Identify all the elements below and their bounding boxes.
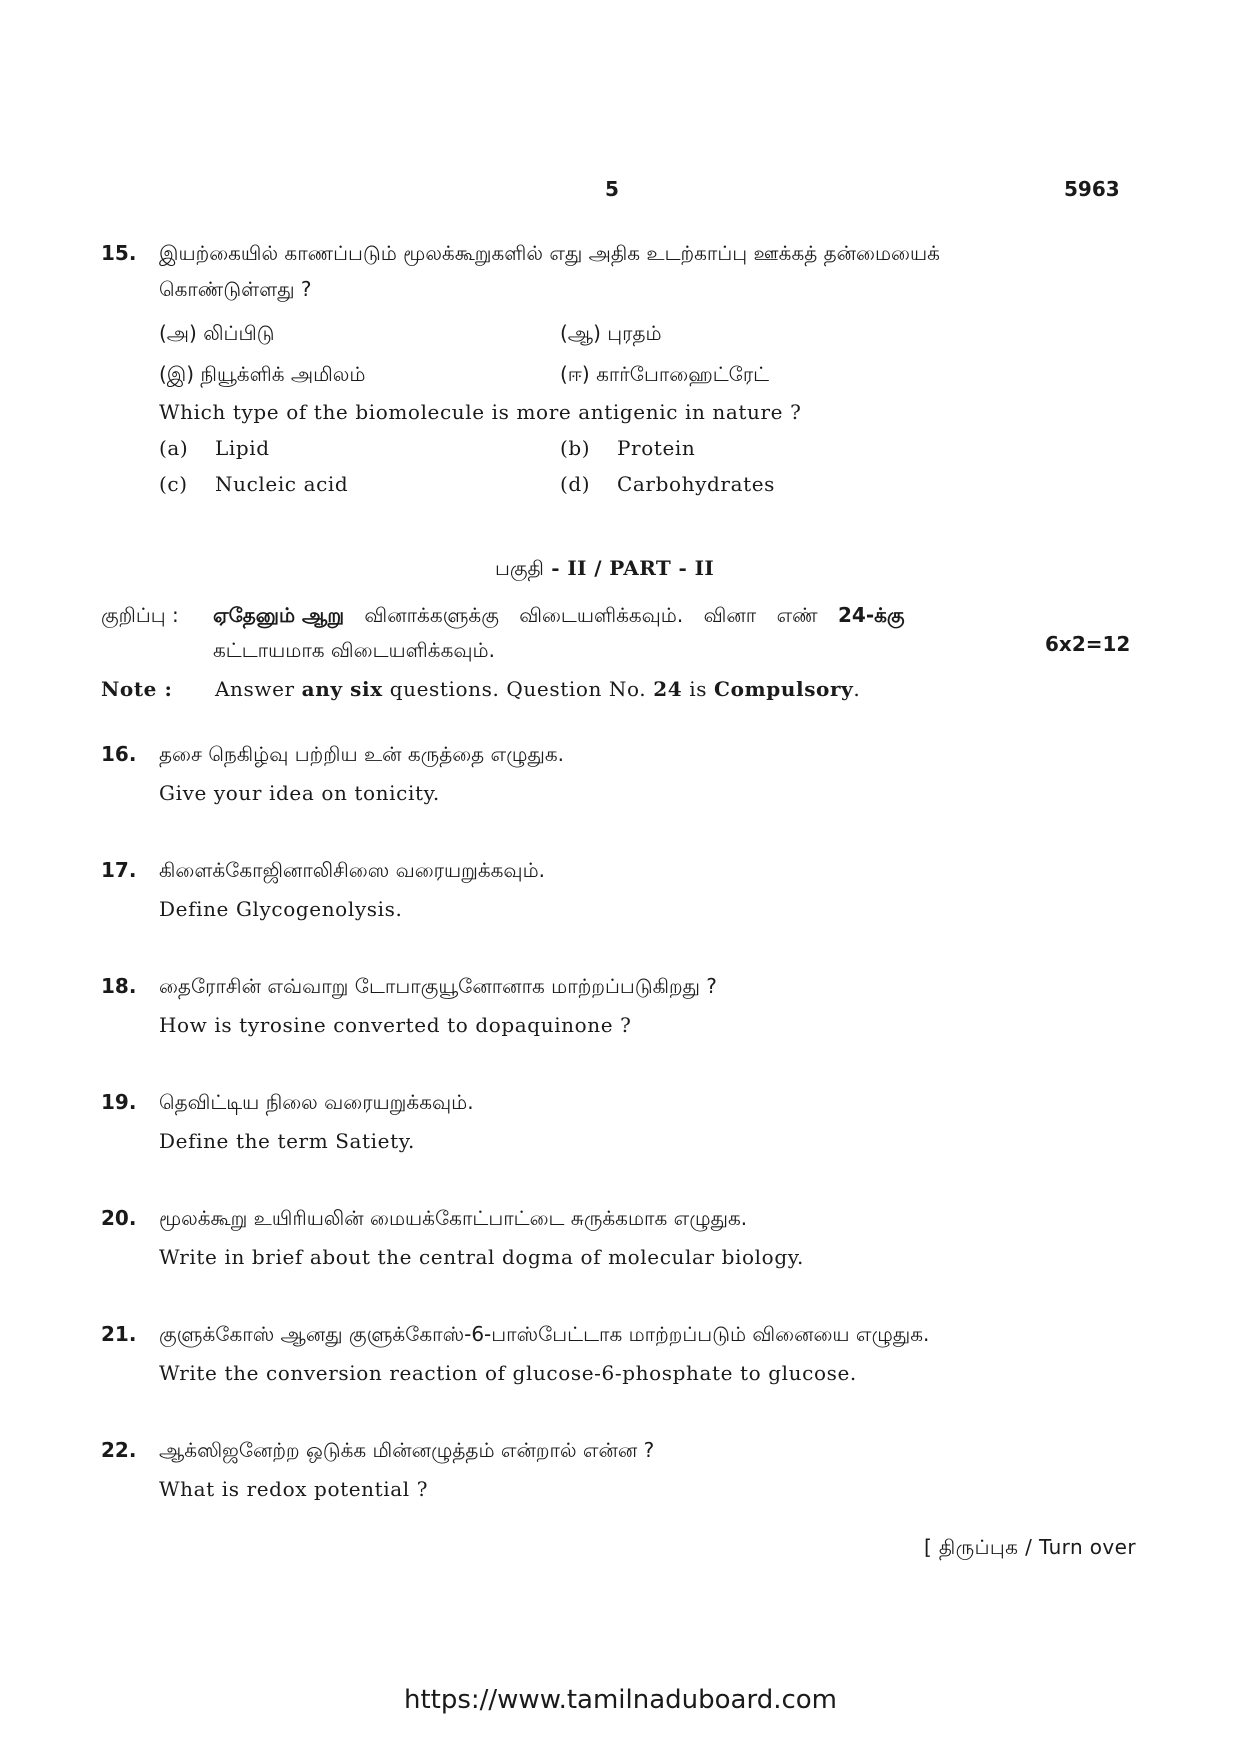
question-tamil: மூலக்கூறு உயிரியலின் மையக்கோட்பாட்டை சுருக்கமாக எழுதுக. xyxy=(159,1206,748,1230)
note-tamil-label: குறிப்பு : xyxy=(101,603,179,627)
note-tamil-line2: கட்டாயமாக விடையளிக்கவும். xyxy=(213,638,495,662)
note-tamil-line1-mid: வினாக்களுக்கு விடையளிக்கவும். வினா எண் xyxy=(344,603,838,627)
note-tamil-line1 xyxy=(213,603,905,630)
question-english: Define Glycogenolysis. xyxy=(159,897,403,921)
marks-allocation: 6x2=12 xyxy=(1045,632,1131,656)
question-english: Write the conversion reaction of glucose-6-phosphate to glucose. xyxy=(159,1361,857,1385)
q15-option-c-text: Nucleic acid xyxy=(215,472,349,496)
note-en-e: is xyxy=(682,677,715,701)
q15-option-a-label: (a) xyxy=(159,436,189,460)
q15-option-d-text: Carbohydrates xyxy=(617,472,776,496)
question-number: 21. xyxy=(101,1322,137,1346)
part-heading-tamil: பகுதி xyxy=(495,556,544,580)
question-tamil: கிளைக்கோஜினாலிசிஸை வரையறுக்கவும். xyxy=(159,858,546,882)
q15-tamil-option-d: (ஈ) கார்போஹைட்ரேட் xyxy=(560,362,770,386)
question-tamil: தைரோசின் எவ்வாறு டோபாகுயூனோனாக மாற்றப்படுகிறது ? xyxy=(159,974,717,998)
turn-over-note: [ திருப்புக / Turn over xyxy=(923,1535,1136,1559)
note-en-a: Answer xyxy=(215,677,302,701)
source-url[interactable]: https://www.tamilnaduboard.com xyxy=(403,1685,838,1715)
note-en-g: . xyxy=(853,677,861,701)
question-english: Write in brief about the central dogma of molecular biology. xyxy=(159,1245,804,1269)
question-english: How is tyrosine converted to dopaquinone ? xyxy=(159,1013,632,1037)
note-english xyxy=(215,677,860,701)
note-tamil-any-six: ஏதேனும் ஆறு xyxy=(213,603,345,627)
page-number: 5 xyxy=(605,177,619,201)
q15-english: Which type of the biomolecule is more antigenic in nature ? xyxy=(159,400,802,424)
q15-option-b-label: (b) xyxy=(560,436,591,460)
question-number-15: 15. xyxy=(101,241,137,265)
question-tamil: குளுக்கோஸ் ஆனது குளுக்கோஸ்-6-பாஸ்பேட்டாக மாற்றப்படும் வினையை எழுதுக. xyxy=(159,1322,930,1346)
q15-option-c-label: (c) xyxy=(159,472,188,496)
q15-tamil-option-c: (இ) நியூக்ளிக் அமிலம் xyxy=(159,362,366,386)
note-en-compulsory: Compulsory xyxy=(714,677,854,701)
part-heading-english: - II / PART - II xyxy=(543,556,715,580)
question-number: 20. xyxy=(101,1206,137,1230)
q15-option-a-text: Lipid xyxy=(215,436,270,460)
q15-tamil-option-a: (அ) லிப்பிடு xyxy=(159,321,275,345)
question-english: What is redox potential ? xyxy=(159,1477,429,1501)
question-tamil: தசை நெகிழ்வு பற்றிய உன் கருத்தை எழுதுக. xyxy=(159,742,564,766)
question-tamil: ஆக்ஸிஜனேற்ற ஒடுக்க மின்னழுத்தம் என்றால் என்ன ? xyxy=(159,1438,655,1462)
question-number: 16. xyxy=(101,742,137,766)
note-english-label: Note : xyxy=(101,677,173,701)
q15-tamil-line2: கொண்டுள்ளது ? xyxy=(159,277,312,301)
paper-code: 5963 xyxy=(1064,177,1120,201)
q15-option-b-text: Protein xyxy=(617,436,696,460)
question-english: Give your idea on tonicity. xyxy=(159,781,440,805)
question-tamil: தெவிட்டிய நிலை வரையறுக்கவும். xyxy=(159,1090,474,1114)
part-heading xyxy=(495,556,714,583)
question-english: Define the term Satiety. xyxy=(159,1129,415,1153)
note-en-24: 24 xyxy=(653,677,683,701)
question-number: 22. xyxy=(101,1438,137,1462)
note-tamil-q24: 24-க்கு xyxy=(837,603,905,627)
q15-option-d-label: (d) xyxy=(560,472,591,496)
q15-tamil-option-b: (ஆ) புரதம் xyxy=(560,321,662,345)
q15-tamil-line1: இயற்கையில் காணப்படும் மூலக்கூறுகளில் எது அதிக உடற்காப்பு ஊக்கத் தன்மையைக் xyxy=(159,241,940,265)
note-en-c: questions. Question No. xyxy=(382,677,654,701)
question-number: 19. xyxy=(101,1090,137,1114)
note-en-any-six: any six xyxy=(301,677,383,701)
question-number: 17. xyxy=(101,858,137,882)
question-number: 18. xyxy=(101,974,137,998)
